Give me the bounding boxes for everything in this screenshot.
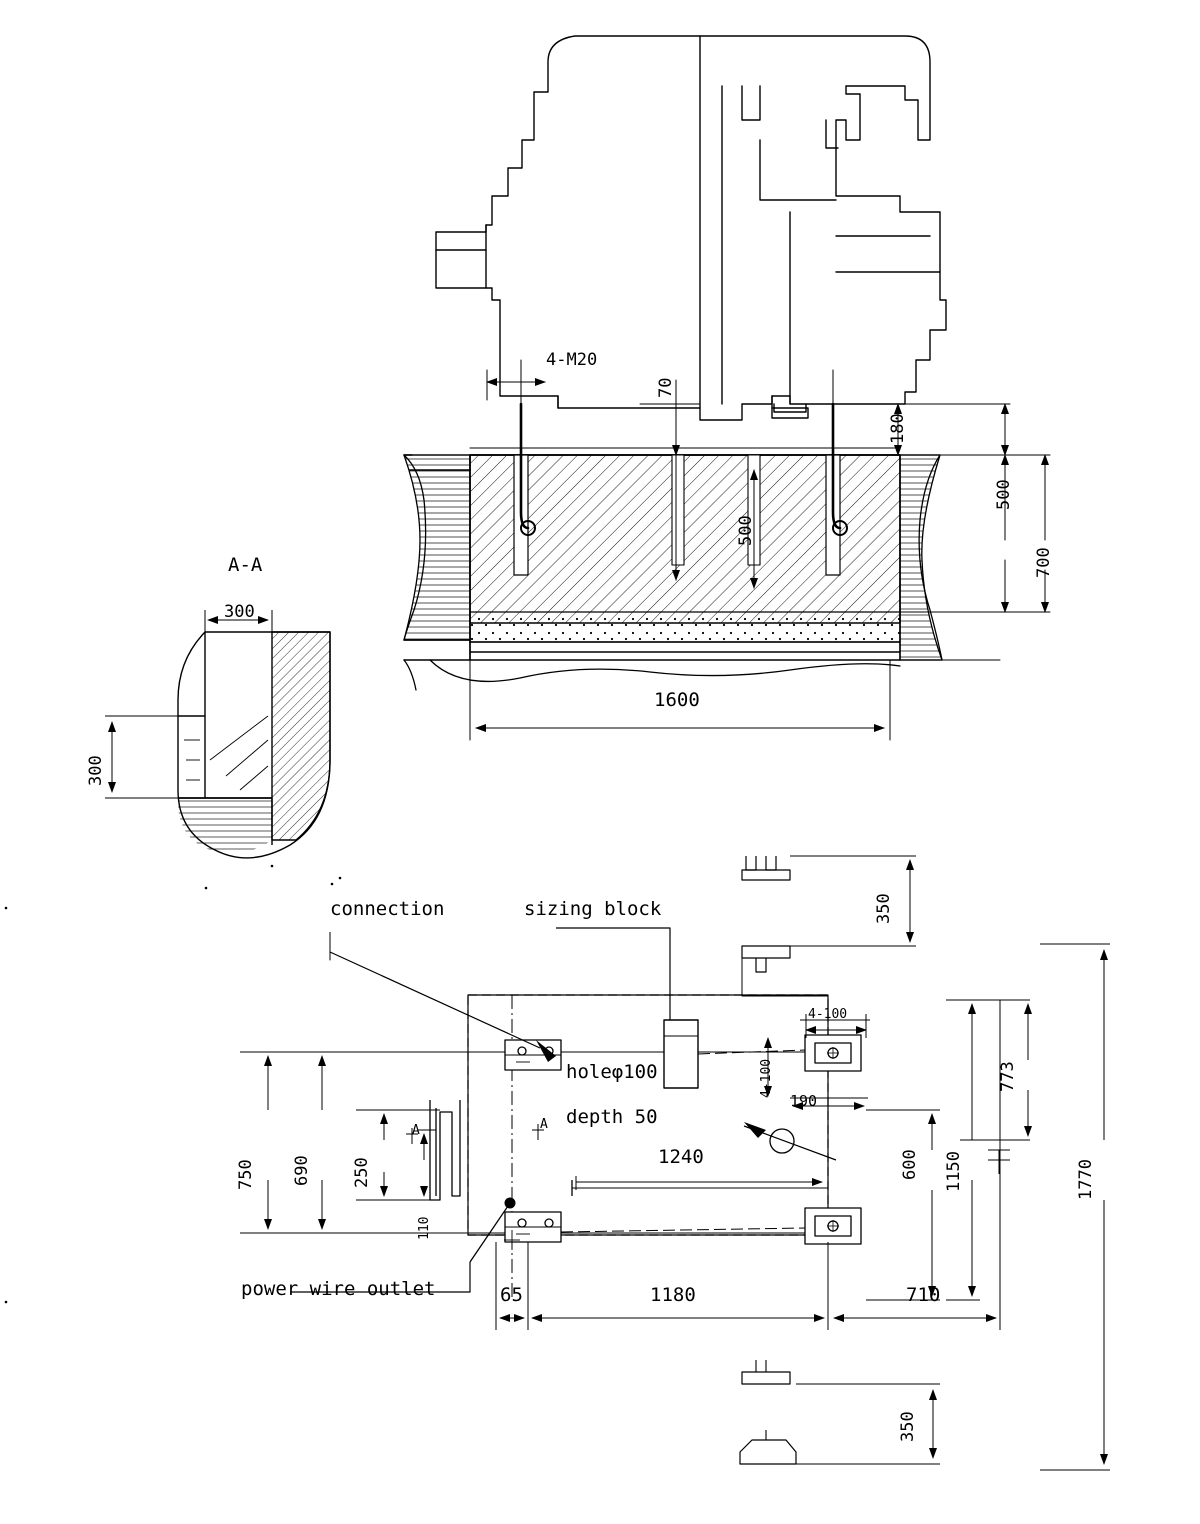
dim-1770: 1770	[1076, 1159, 1096, 1200]
label-depth: depth 50	[566, 1106, 658, 1128]
dim-500-inner: 500	[736, 515, 756, 546]
dim-350-bottom: 350	[898, 1411, 918, 1442]
dim-250: 250	[352, 1157, 372, 1188]
label-section-aa: A-A	[228, 554, 263, 576]
label-power-wire-outlet: power wire outlet	[241, 1278, 436, 1300]
label-sizing-block: sizing block	[524, 898, 662, 920]
dim-180: 180	[888, 413, 908, 444]
dim-773: 773	[998, 1061, 1018, 1092]
dim-70: 70	[656, 377, 676, 398]
dim-aa-300-width: 300	[224, 602, 255, 622]
label-hole-group-top: 4-100	[808, 1007, 848, 1022]
dim-aa-300-height: 300	[86, 755, 106, 786]
label-connection: connection	[330, 898, 445, 920]
dim-350-top: 350	[874, 893, 894, 924]
section-aa-view	[105, 610, 330, 858]
dim-1600: 1600	[654, 689, 700, 711]
section-marker-a-left: A	[412, 1123, 420, 1138]
dim-1150: 1150	[944, 1151, 964, 1192]
dim-110: 110	[417, 1216, 432, 1240]
dim-1240: 1240	[658, 1146, 704, 1168]
label-hole-group-side: 4-100	[759, 1058, 774, 1098]
dim-190: 190	[790, 1092, 818, 1110]
dim-65: 65	[500, 1284, 523, 1306]
dim-600: 600	[900, 1149, 920, 1180]
drawing-specks	[5, 865, 342, 1304]
section-marker-a-right: A	[540, 1117, 548, 1132]
dim-700: 700	[1034, 547, 1054, 578]
dim-500-depth: 500	[994, 479, 1014, 510]
dim-690: 690	[292, 1155, 312, 1186]
label-hole-diameter: holeφ100	[566, 1061, 658, 1083]
dim-1180: 1180	[650, 1284, 696, 1306]
dim-750: 750	[236, 1159, 256, 1190]
elevation-view	[404, 36, 1050, 740]
dim-710: 710	[906, 1284, 941, 1306]
label-bolt-spec: 4-M20	[546, 350, 598, 370]
